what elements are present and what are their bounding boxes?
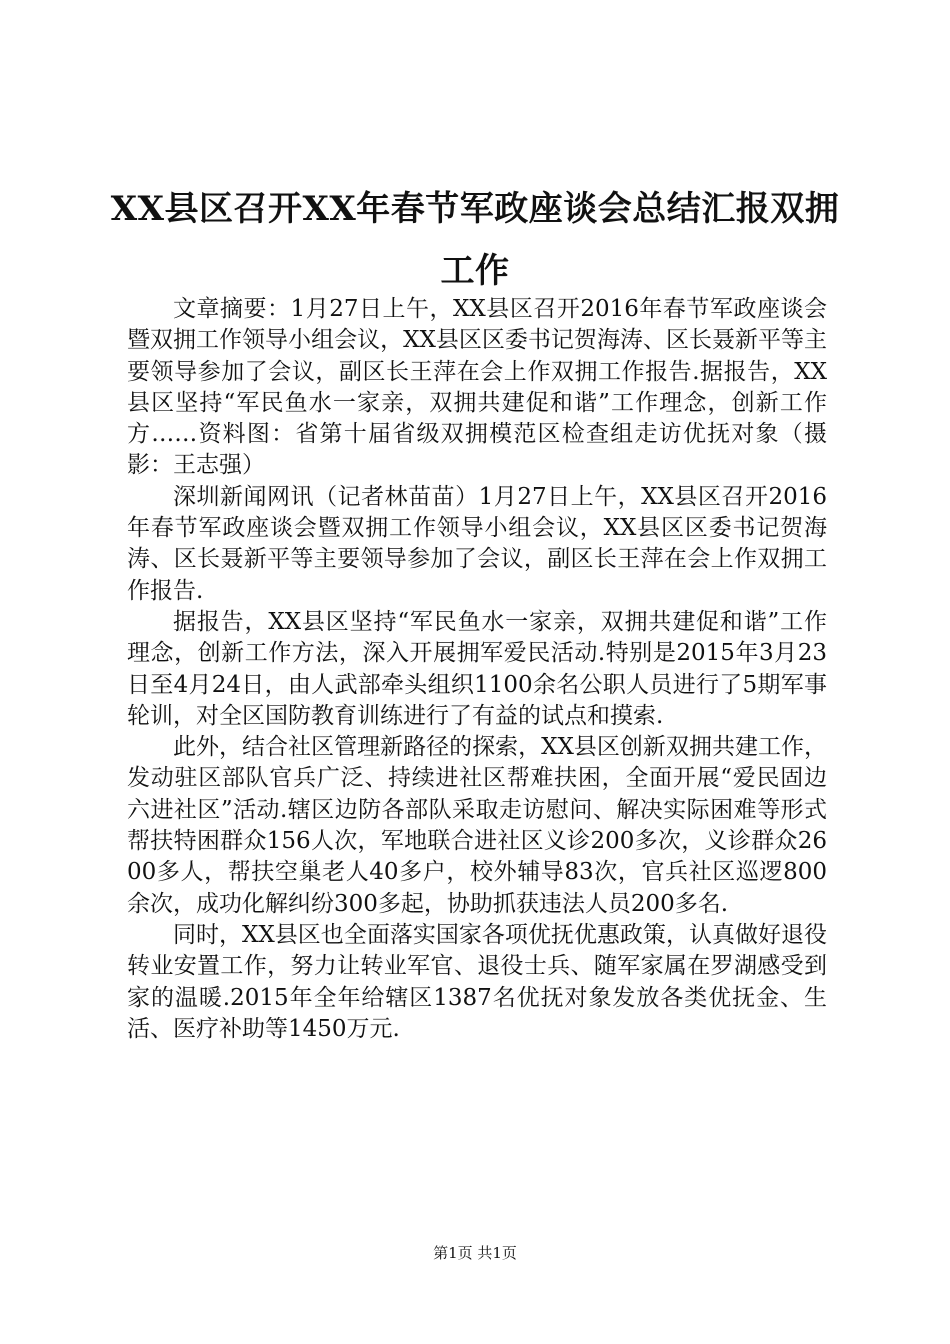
- page-number-footer: 第1页 共1页: [433, 1244, 517, 1262]
- document-body: [127, 294, 827, 1045]
- paragraph-abstract: 文章摘要：1月27日上午，XX县区召开2016年春节军政座谈会暨双拥工作领导小组会议，XX县区区委书记贺海涛、区长聂新平等主要领导参加了会议，副区长王萍在会上作双拥工作报告.据报告，XX县区坚持“军民鱼水一家亲，双拥共建促和谐”工作理念，创新工作方……资料图：省第十届省级双拥模范区检查组走访优抚对象（摄影：王志强）: [127, 296, 827, 479]
- paragraph-community: 此外，结合社区管理新路径的探索，XX县区创新双拥共建工作，发动驻区部队官兵广泛、持续进社区帮难扶困，全面开展“爱民固边六进社区”活动.辖区边防各部队采取走访慰问、解决实际困难等形式帮扶特困群众156人次，军地联合进社区义诊200多次，义诊群众2600多人，帮扶空巢老人40多户，校外辅导83次，官兵社区巡逻800余次，成功化解纠纷300多起，协助抓获违法人员200多名.: [127, 734, 827, 917]
- paragraph-policy: 同时，XX县区也全面落实国家各项优抚优惠政策，认真做好退役转业安置工作，努力让转业军官、退役士兵、随军家属在罗湖感受到家的温暖.2015年全年给辖区1387名优抚对象发放各类优抚金、生活、医疗补助等1450万元.: [127, 921, 827, 1042]
- document-title: XX县区召开XX年春节军政座谈会总结汇报双拥工作: [110, 189, 840, 291]
- paragraph-news-lead: 深圳新闻网讯（记者林苗苗）1月27日上午，XX县区召开2016年春节军政座谈会暨双拥工作领导小组会议，XX县区区委书记贺海涛、区长聂新平等主要领导参加了会议，副区长王萍在会上作双拥工作报告.: [127, 483, 827, 604]
- paragraph-report: 据报告，XX县区坚持“军民鱼水一家亲，双拥共建促和谐”工作理念，创新工作方法，深入开展拥军爱民活动.特别是2015年3月23日至4月24日，由人武部牵头组织1100余名公职人员进行了5期军事轮训，对全区国防教育训练进行了有益的试点和摸索.: [127, 608, 827, 729]
